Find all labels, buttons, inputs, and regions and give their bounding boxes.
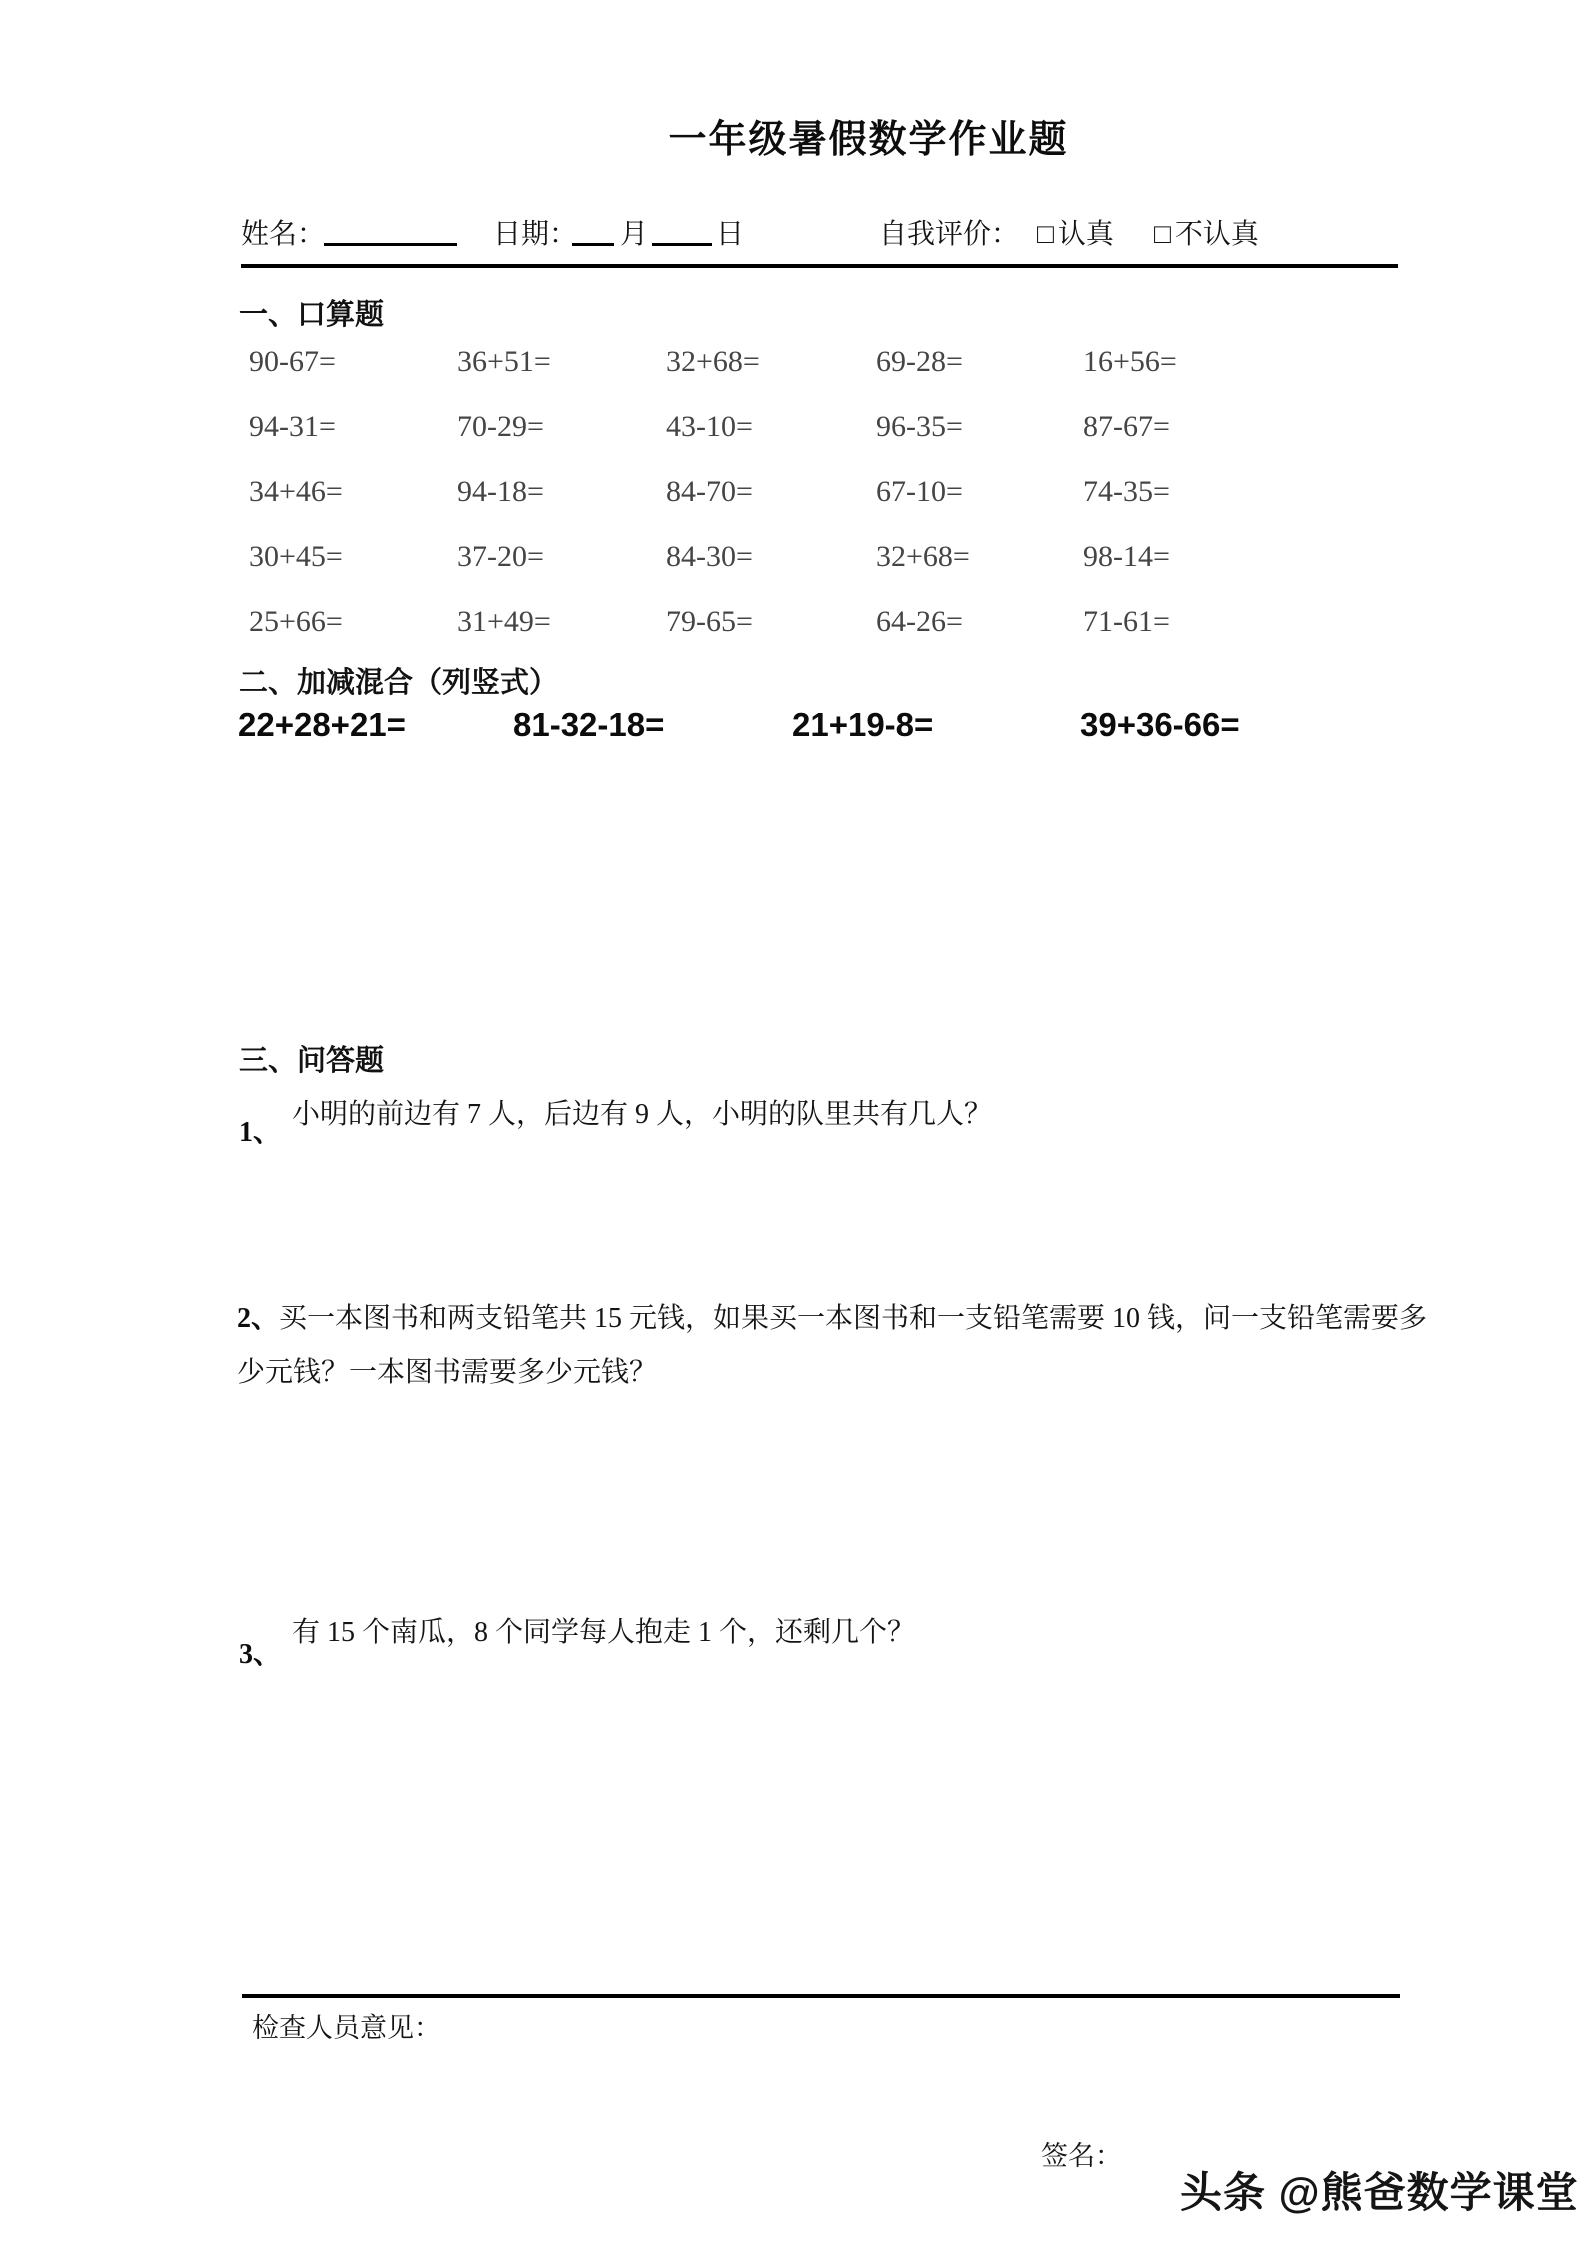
page-title: 一年级暑假数学作业题 bbox=[668, 119, 1069, 161]
month-suffix-label: 月 bbox=[620, 219, 649, 250]
calc-problem: 16+56= bbox=[1083, 345, 1177, 378]
header-divider bbox=[241, 264, 1398, 268]
question1-text: 小明的前边有 7 人，后边有 9 人，小明的队里共有几人？ bbox=[292, 1099, 993, 1130]
day-blank-field bbox=[652, 243, 712, 246]
day-suffix-label: 日 bbox=[716, 219, 745, 250]
calc-problem: 34+46= bbox=[249, 475, 343, 508]
checkbox-icon: □ bbox=[1037, 219, 1054, 250]
question2-number: 2、 bbox=[237, 1303, 280, 1334]
calc-problem: 96-35= bbox=[876, 410, 963, 443]
question2 bbox=[237, 1292, 1477, 1400]
checkbox-label: 认真 bbox=[1057, 219, 1114, 250]
self-eval-option-serious bbox=[1037, 212, 1114, 252]
checkbox-label: 不认真 bbox=[1174, 219, 1259, 250]
date-label: 日期： bbox=[493, 219, 578, 250]
watermark-text: 头条 @熊爸数学课堂 bbox=[1180, 2169, 1579, 2216]
question2-text-line2: 少元钱？一本图书需要多少元钱？ bbox=[237, 1357, 658, 1388]
vertical-form-row bbox=[238, 706, 1438, 750]
vertical-form-problem: 81-32-18= bbox=[513, 706, 665, 743]
calc-problem: 87-67= bbox=[1083, 410, 1170, 443]
self-eval-option-not-serious bbox=[1154, 212, 1259, 252]
month-blank-field bbox=[572, 243, 614, 246]
calc-problem: 70-29= bbox=[457, 410, 544, 443]
calc-problem: 64-26= bbox=[876, 605, 963, 638]
question2-text-line1: 买一本图书和两支铅笔共 15 元钱，如果买一本图书和一支铅笔需要 10 钱，问一支铅笔需要多 bbox=[279, 1303, 1428, 1334]
calc-problem: 94-18= bbox=[457, 475, 544, 508]
vertical-form-problem: 21+19-8= bbox=[792, 706, 934, 743]
section2-heading: 二、加减混合（列竖式） bbox=[239, 667, 559, 699]
name-blank-field bbox=[324, 243, 457, 246]
calc-problem: 43-10= bbox=[666, 410, 753, 443]
calc-problem: 84-70= bbox=[666, 475, 753, 508]
checkbox-icon: □ bbox=[1154, 219, 1171, 250]
calc-problem: 79-65= bbox=[666, 605, 753, 638]
question3-number: 3、 bbox=[239, 1639, 282, 1670]
calc-problem: 36+51= bbox=[457, 345, 551, 378]
calc-grid bbox=[249, 345, 1349, 645]
inspector-comments-label: 检查人员意见： bbox=[252, 2013, 441, 2043]
calc-problem: 37-20= bbox=[457, 540, 544, 573]
calc-problem: 30+45= bbox=[249, 540, 343, 573]
calc-problem: 74-35= bbox=[1083, 475, 1170, 508]
calc-problem: 90-67= bbox=[249, 345, 336, 378]
calc-problem: 32+68= bbox=[876, 540, 970, 573]
signature-label: 签名： bbox=[1041, 2141, 1122, 2171]
name-label: 姓名： bbox=[241, 219, 326, 250]
calc-problem: 84-30= bbox=[666, 540, 753, 573]
question3-text: 有 15 个南瓜，8 个同学每人抱走 1 个，还剩几个？ bbox=[292, 1617, 916, 1648]
question1-number: 1、 bbox=[239, 1117, 282, 1148]
calc-problem: 67-10= bbox=[876, 475, 963, 508]
section1-heading: 一、口算题 bbox=[239, 299, 385, 331]
footer-divider bbox=[242, 1994, 1400, 1998]
calc-problem: 71-61= bbox=[1083, 605, 1170, 638]
self-eval-label: 自我评价： bbox=[879, 219, 1020, 250]
section3-heading: 三、问答题 bbox=[239, 1045, 385, 1077]
vertical-form-problem: 22+28+21= bbox=[238, 706, 406, 743]
calc-problem: 94-31= bbox=[249, 410, 336, 443]
vertical-form-problem: 39+36-66= bbox=[1080, 706, 1240, 743]
calc-problem: 32+68= bbox=[666, 345, 760, 378]
calc-problem: 25+66= bbox=[249, 605, 343, 638]
calc-problem: 31+49= bbox=[457, 605, 551, 638]
calc-problem: 69-28= bbox=[876, 345, 963, 378]
calc-problem: 98-14= bbox=[1083, 540, 1170, 573]
